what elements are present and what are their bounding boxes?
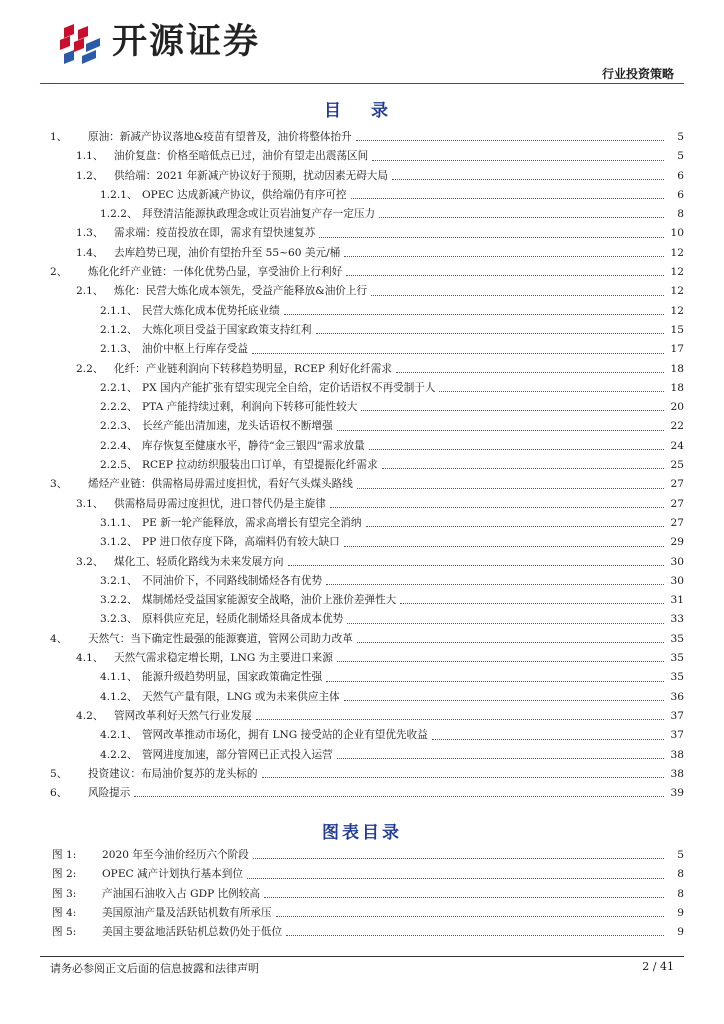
entry-title: 供给端：2021 年新减产协议好于预期，扰动因素无碍大局 <box>114 169 388 182</box>
toc-entry[interactable] <box>42 688 684 707</box>
leader-dots <box>366 514 664 527</box>
entry-number: 2.1.3、 <box>100 343 138 356</box>
entry-page: 6 <box>677 188 684 201</box>
entry-page: 12 <box>670 304 684 317</box>
entry-page: 27 <box>670 497 684 510</box>
entry-page: 37 <box>670 729 684 742</box>
entry-number: 3.2、 <box>76 555 104 568</box>
entry-page: 8 <box>677 208 684 221</box>
entry-title: 库存恢复至健康水平，静待“金三银四”需求放量 <box>142 439 365 452</box>
brand-name: 开源证券 <box>112 22 261 62</box>
figure-entry[interactable] <box>42 885 684 904</box>
toc-entry[interactable] <box>42 379 684 398</box>
toc-entry[interactable] <box>42 205 684 224</box>
entry-page: 25 <box>670 459 684 472</box>
entry-page: 36 <box>670 690 684 703</box>
toc-entry[interactable] <box>42 514 684 533</box>
figure-entry[interactable] <box>42 904 684 923</box>
entry-title: 烯烃产业链：供需格局毋需过度担忧，看好气头煤头路线 <box>88 478 353 491</box>
entry-title: OPEC 减产计划执行基本到位 <box>102 868 243 881</box>
leader-dots <box>326 572 664 585</box>
toc-entry[interactable] <box>42 765 684 784</box>
page-header <box>0 0 724 90</box>
toc-entry[interactable] <box>42 707 684 726</box>
toc-entry[interactable] <box>42 167 684 186</box>
footer-disclaimer: 请务必参阅正文后面的信息披露和法律声明 <box>50 962 259 975</box>
toc-entry[interactable] <box>42 533 684 552</box>
entry-title: 炼化化纤产业链：一体化优势凸显，享受油价上行利好 <box>88 266 343 279</box>
entry-number: 图 5: <box>52 926 77 939</box>
entry-page: 37 <box>670 709 684 722</box>
entry-title: 拜登清洁能源执政理念或让页岩油复产存一定压力 <box>142 208 376 221</box>
leader-dots <box>288 553 665 566</box>
toc-entry[interactable] <box>42 263 684 282</box>
entry-page: 22 <box>670 420 684 433</box>
entry-title: 美国原油产量及活跃钻机数有所承压 <box>102 906 272 919</box>
toc-entry[interactable] <box>42 398 684 417</box>
entry-title: 煤化工、轻质化路线为未来发展方向 <box>114 555 284 568</box>
entry-number: 4.1、 <box>76 652 104 665</box>
entry-title: 化纤：产业链利润向下转移趋势明显，RCEP 利好化纤需求 <box>114 362 392 375</box>
entry-page: 31 <box>670 594 684 607</box>
leader-dots <box>432 726 664 739</box>
entry-number: 图 2: <box>52 868 77 881</box>
leader-dots <box>356 128 664 141</box>
toc-entry[interactable] <box>42 784 684 803</box>
leader-dots <box>276 904 665 917</box>
leader-dots <box>134 784 664 797</box>
entry-number: 3.1、 <box>76 497 104 510</box>
toc-entry[interactable] <box>42 610 684 629</box>
toc-entry[interactable] <box>42 128 684 147</box>
entry-page: 5 <box>677 131 684 143</box>
entry-page: 15 <box>670 323 684 336</box>
entry-page: 6 <box>677 169 684 182</box>
entry-number: 1.2.1、 <box>100 188 138 201</box>
entry-number: 3.2.1、 <box>100 574 138 587</box>
entry-number: 2.1.2、 <box>100 323 138 336</box>
leader-dots <box>253 846 664 859</box>
entry-number: 1、 <box>50 131 68 143</box>
entry-number: 2.2.2、 <box>100 401 138 414</box>
entry-title: 原料供应充足，轻质化制烯烃具备成本优势 <box>142 613 344 626</box>
entry-page: 9 <box>677 906 684 919</box>
leader-dots <box>361 398 664 411</box>
entry-title: 2020 年至今油价经历六个阶段 <box>102 849 249 861</box>
entry-number: 2.1、 <box>76 285 104 298</box>
entry-number: 2、 <box>50 266 68 279</box>
entry-title: 天然气需求稳定增长期，LNG 为主要进口来源 <box>114 652 333 665</box>
entry-title: 长丝产能出清加速，龙头话语权不断增强 <box>142 420 333 433</box>
toc-entry[interactable] <box>42 224 684 243</box>
entry-title: PTA 产能持续过剩，利润向下转移可能性较大 <box>142 401 358 414</box>
entry-title: OPEC 达成新减产协议，供给端仍有序可控 <box>142 188 347 201</box>
entry-number: 2.1.1、 <box>100 304 138 317</box>
entry-number: 2.2.5、 <box>100 459 138 472</box>
entry-page: 9 <box>677 926 684 939</box>
leader-dots <box>369 437 664 450</box>
toc-entry[interactable] <box>42 475 684 494</box>
toc-entry[interactable] <box>42 572 684 591</box>
entry-page: 17 <box>670 343 684 356</box>
entry-number: 1.1、 <box>76 150 104 163</box>
entry-page: 38 <box>670 748 684 761</box>
leader-dots <box>351 186 664 199</box>
toc-entry[interactable] <box>42 417 684 436</box>
leader-dots <box>284 302 664 315</box>
toc-entry[interactable] <box>42 591 684 610</box>
entry-page: 18 <box>670 362 684 375</box>
toc-entry[interactable] <box>42 321 684 340</box>
entry-title: 不同油价下，不同路线制烯烃各有优势 <box>142 574 323 587</box>
leader-dots <box>357 630 664 643</box>
entry-page: 29 <box>670 536 684 549</box>
entry-title: RCEP 拉动纺织服装出口订单，有望提振化纤需求 <box>142 459 378 472</box>
entry-title: 大炼化项目受益于国家政策支持红利 <box>142 323 312 336</box>
entry-number: 1.3、 <box>76 227 104 240</box>
toc-entry[interactable] <box>42 456 684 475</box>
toc-entry[interactable] <box>42 649 684 668</box>
entry-number: 3.2.2、 <box>100 594 138 607</box>
leader-dots <box>256 707 664 720</box>
toc-entry[interactable] <box>42 437 684 456</box>
entry-page: 20 <box>670 401 684 414</box>
entry-number: 1.4、 <box>76 246 104 259</box>
toc-entry[interactable] <box>42 340 684 359</box>
entry-page: 12 <box>670 285 684 298</box>
leader-dots <box>400 591 664 604</box>
entry-number: 图 4: <box>52 906 77 919</box>
figure-entry[interactable] <box>42 846 684 865</box>
figure-entry[interactable] <box>42 923 684 942</box>
entry-title: 民营大炼化成本优势托底业绩 <box>142 304 280 317</box>
entry-page: 24 <box>670 439 684 452</box>
toc-entry[interactable] <box>42 282 684 301</box>
leader-dots <box>439 379 664 392</box>
entry-title: 天然气：当下确定性最强的能源赛道，管网公司助力改革 <box>88 632 353 645</box>
entry-title: 风险提示 <box>88 787 131 800</box>
entry-title: 管网进度加速，部分管网已正式投入运营 <box>142 748 333 761</box>
entry-number: 2.2、 <box>76 362 104 375</box>
entry-page: 38 <box>670 767 684 780</box>
entry-number: 6、 <box>50 787 68 800</box>
entry-title: 天然气产量有限，LNG 或为未来供应主体 <box>142 690 340 703</box>
entry-number: 4.2.1、 <box>100 729 138 742</box>
entry-number: 3.2.3、 <box>100 613 138 626</box>
toc-entry[interactable] <box>42 495 684 514</box>
leader-dots <box>344 688 664 701</box>
entry-title: 投资建议：布局油价复苏的龙头标的 <box>88 767 258 780</box>
leader-dots <box>347 610 664 623</box>
toc-entry[interactable] <box>42 668 684 687</box>
entry-title: 油价复盘：价格至暗低点已过，油价有望走出震荡区间 <box>114 150 369 163</box>
leader-dots <box>372 147 664 160</box>
entry-title: 需求端：疫苗投放在即，需求有望快速复苏 <box>114 227 316 240</box>
leader-dots <box>344 533 664 546</box>
document-type: 行业投资策略 <box>601 67 674 81</box>
leader-dots <box>264 885 664 898</box>
leader-dots <box>252 340 664 353</box>
entry-title: 炼化：民营大炼化成本领先，受益产能释放&油价上行 <box>114 285 368 298</box>
entry-page: 10 <box>670 227 684 240</box>
entry-number: 4.1.1、 <box>100 671 138 684</box>
leader-dots <box>286 923 664 936</box>
leader-dots <box>392 167 664 180</box>
entry-title: 煤制烯烃受益国家能源安全战略，油价上涨价差弹性大 <box>142 594 397 607</box>
figures-title: 图表目录 <box>322 823 402 843</box>
entry-title: 去库趋势已现，油价有望抬升至 55~60 美元/桶 <box>114 246 341 259</box>
entry-number: 2.2.4、 <box>100 439 138 452</box>
leader-dots <box>326 668 664 681</box>
toc-entry[interactable] <box>42 726 684 745</box>
entry-page: 5 <box>677 849 684 861</box>
entry-page: 27 <box>670 516 684 529</box>
entry-title: 管网改革推动市场化，拥有 LNG 接受站的企业有望优先收益 <box>142 729 428 742</box>
entry-page: 8 <box>677 868 684 881</box>
entry-number: 图 1: <box>52 849 77 861</box>
entry-number: 3.1.1、 <box>100 516 138 529</box>
entry-number: 4.2、 <box>76 709 104 722</box>
table-of-contents <box>42 128 684 803</box>
entry-title: 管网改革利好天然气行业发展 <box>114 709 252 722</box>
entry-page: 30 <box>670 555 684 568</box>
leader-dots <box>357 475 664 488</box>
entry-page: 12 <box>670 246 684 259</box>
toc-entry[interactable] <box>42 302 684 321</box>
list-of-figures <box>42 846 684 942</box>
entry-number: 4.2.2、 <box>100 748 138 761</box>
entry-page: 39 <box>670 787 684 800</box>
entry-page: 18 <box>670 381 684 394</box>
leader-dots <box>337 649 664 662</box>
entry-number: 1.2.2、 <box>100 208 138 221</box>
entry-page: 30 <box>670 574 684 587</box>
toc-entry[interactable] <box>42 147 684 166</box>
entry-number: 4.1.2、 <box>100 690 138 703</box>
entry-number: 4、 <box>50 632 68 645</box>
leader-dots <box>330 495 664 508</box>
leader-dots <box>344 244 664 257</box>
entry-page: 8 <box>677 887 684 900</box>
leader-dots <box>316 321 665 334</box>
leader-dots <box>379 205 664 218</box>
entry-number: 图 3: <box>52 887 77 900</box>
entry-title: 油价中枢上行库存受益 <box>142 343 248 356</box>
leader-dots <box>337 417 664 430</box>
entry-title: 美国主要盆地活跃钻机总数仍处于低位 <box>102 926 283 939</box>
leader-dots <box>337 746 664 759</box>
entry-page: 12 <box>670 266 684 279</box>
toc-entry[interactable] <box>42 186 684 205</box>
entry-page: 33 <box>670 613 684 626</box>
entry-number: 1.2、 <box>76 169 104 182</box>
entry-page: 35 <box>670 632 684 645</box>
leader-dots <box>319 224 664 237</box>
toc-entry[interactable] <box>42 244 684 263</box>
leader-dots <box>262 765 665 778</box>
leader-dots <box>247 865 664 878</box>
leader-dots <box>371 282 664 295</box>
entry-number: 2.2.3、 <box>100 420 138 433</box>
entry-page: 27 <box>670 478 684 491</box>
toc-entry[interactable] <box>42 746 684 765</box>
toc-entry[interactable] <box>42 630 684 649</box>
entry-title: PE 新一轮产能释放，需求高增长有望完全消纳 <box>142 516 362 529</box>
entry-title: PP 进口依存度下降，高端料仍有较大缺口 <box>142 536 340 549</box>
entry-title: PX 国内产能扩张有望实现完全自给，定价话语权不再受制于人 <box>142 381 436 394</box>
toc-title: 目 录 <box>324 101 400 121</box>
entry-number: 3.1.2、 <box>100 536 138 549</box>
entry-page: 35 <box>670 671 684 684</box>
figure-entry[interactable] <box>42 865 684 884</box>
entry-title: 产油国石油收入占 GDP 比例较高 <box>102 887 260 900</box>
entry-page: 35 <box>670 652 684 665</box>
kaiyuan-logo-icon <box>56 20 106 66</box>
entry-title: 供需格局毋需过度担忧，进口替代仍是主旋律 <box>114 497 326 510</box>
footer-rule <box>40 956 684 957</box>
header-rule <box>40 83 684 84</box>
leader-dots <box>382 456 664 469</box>
entry-title: 原油：新减产协议落地&疫苗有望普及，油价将整体抬升 <box>88 131 352 143</box>
toc-entry[interactable] <box>42 360 684 379</box>
entry-title: 能源升级趋势明显，国家政策确定性强 <box>142 671 323 684</box>
page-number: 2 / 41 <box>642 960 674 973</box>
toc-entry[interactable] <box>42 553 684 572</box>
entry-page: 5 <box>677 150 684 163</box>
entry-number: 2.2.1、 <box>100 381 138 394</box>
leader-dots <box>346 263 664 276</box>
entry-number: 3、 <box>50 478 68 491</box>
leader-dots <box>396 360 664 373</box>
entry-number: 5、 <box>50 767 68 780</box>
